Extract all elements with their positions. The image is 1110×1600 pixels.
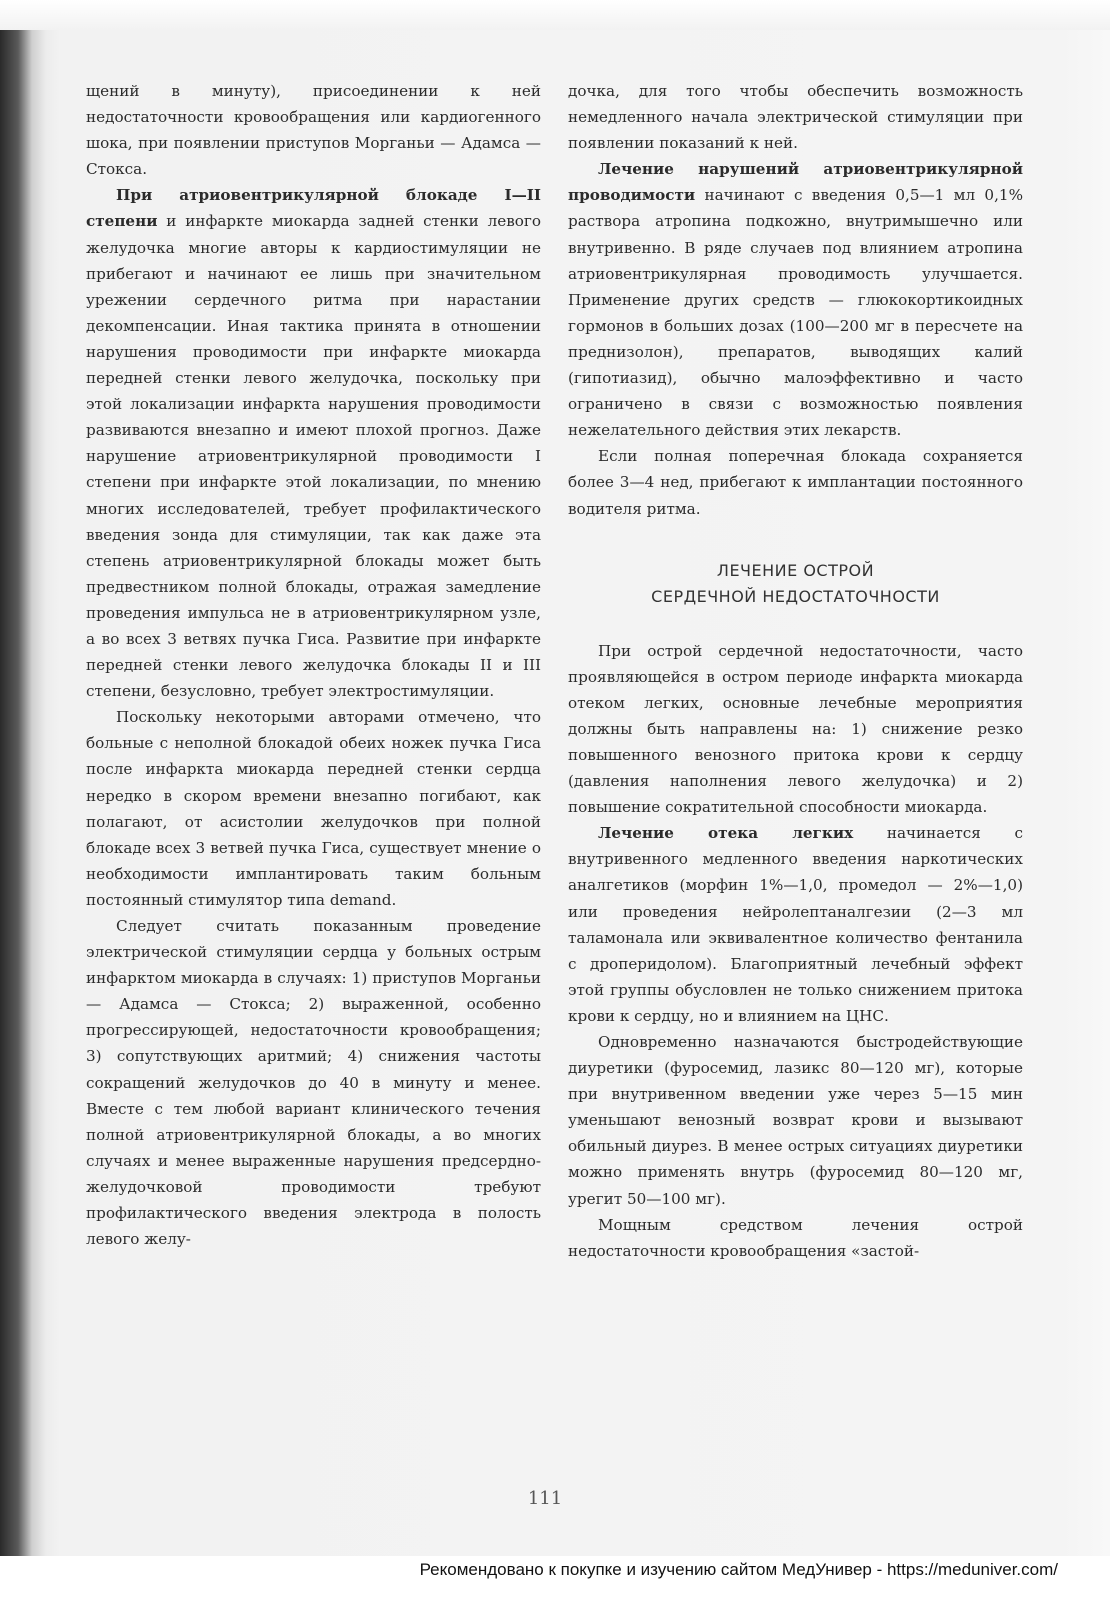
- section-heading: [568, 558, 1023, 610]
- page-number: 111: [527, 1488, 563, 1509]
- section-heading-line1: ЛЕЧЕНИЕ ОСТРОЙ: [716, 560, 875, 580]
- paragraph: Поскольку некоторыми авторами отмечено, что больные с неполной блокадой обеих ножек пучка Гиса после инфаркта миокарда передней стенки сердца нередко в скором времени внезапно погибают, как полагают, от асистолии желудочков при полной блокаде всех 3 ветвей пучка Гиса, существует мнение о необходимости имплантировать таким больным постоянный стимулятор типа demand.: [86, 708, 541, 909]
- paragraph: Если полная поперечная блокада сохраняется более 3—4 нед, прибегают к имплантации постоянного водителя ритма.: [568, 447, 1023, 518]
- section-heading-line2: СЕРДЕЧНОЙ НЕДОСТАТОЧНОСТИ: [651, 586, 940, 606]
- paragraph-text: и инфаркте миокарда задней стенки левого желудочка многие авторы к кардиостимуляции не прибегают и начинают ее лишь при значительном урежении сердечного ритма при нарастании декомпенсации. Иная тактика принята в отношении нарушения проводимости при инфаркте миокарда передней стенки левого желудочка, поскольку при этой локализации инфаркта нарушения проводимости развиваются внезапно и имеют плохой прогноз. Даже нарушение атриовентрикулярной проводимости I степени при инфаркте этой локализации, по мнению многих исследователей, требует профилактического введения зонда для стимуляции, так как даже эта степень атриовентрикулярной блокады может быть предвестником полной блокады, отражая замедление проведения импульса не в атриовентрикулярном узле, а во всех 3 ветвях пучка Гиса. Развитие при инфаркте передней стенки левого желудочка блокады II и III степени, безусловно, требует электростимуляции.: [86, 212, 541, 701]
- paragraph: Одновременно назначаются быстродействующие диуретики (фуросемид, лазикс 80—120 мг), которые при внутривенном введении уже через 5—15 мин уменьшают венозный возврат крови и вызывают обильный диурез. В менее острых ситуациях диуретики можно применять внутрь (фуросемид 80—120 мг, урегит 50—100 мг).: [568, 1033, 1023, 1208]
- bold-lead: Лечение отека легких: [598, 824, 854, 843]
- bold-lead: Лечение нарушений атриовентрикулярной проводимости: [568, 160, 1023, 205]
- paragraph-text: начинают с введения 0,5—1 мл 0,1% раствора атропина подкожно, внутримышечно или внутривенно. В ряде случаев под влиянием атропина атриовентрикулярная проводимость улучшается. Применение других средств — глюкокортикоидных гормонов в больших дозах (100—200 мг в пересчете на преднизолон), препаратов, выводящих калий (гипотиазид), обычно малоэффективно и часто ограничено в связи с возможностью появления нежелательного действия этих лекарств.: [568, 186, 1023, 440]
- paragraph: Следует считать показанным проведение электрической стимуляции сердца у больных острым инфарктом миокарда в случаях: 1) приступов Морганьи — Адамса — Стокса; 2) выраженной, особенно прогрессирующей, недостаточности кровообращения; 3) сопутствующих аритмий; 4) снижения частоты сокращений желудочков до 40 в минуту и менее. Вместе с тем любой вариант клинического течения полной атриовентрикулярной блокады, а во многих случаях и менее выраженные нарушения предсердно-желудочковой проводимости требуют профилактического введения электрода в полость левого желу-: [86, 917, 541, 1249]
- paragraph: Мощным средством лечения острой недостаточности кровообращения «застой-: [568, 1215, 1023, 1260]
- right-column: [568, 78, 1023, 1264]
- footer-text: Рекомендовано к покупке и изучению сайтом МедУнивер - https://meduniver.com/: [419, 1560, 1058, 1579]
- paragraph: дочка, для того чтобы обеспечить возможность немедленного начала электрической стимуляции при появлении показаний к ней.: [568, 82, 1023, 153]
- paragraph: [568, 820, 1023, 1029]
- paragraph: щений в минуту), присоединении к ней недостаточности кровообращения или кардиогенного шока, при появлении приступов Морганьи — Адамса — Стокса.: [86, 82, 541, 179]
- paragraph: При острой сердечной недостаточности, часто проявляющейся в остром периоде инфаркта миокарда отеком легких, основные лечебные мероприятия должны быть направлены на: 1) снижение резко повышенного венозного притока крови к сердцу (давления наполнения левого желудочка) и 2) повышение сократительной способности миокарда.: [568, 641, 1023, 817]
- paragraph-text: начинается с внутривенного медленного введения наркотических аналгетиков (морфин 1%—1,0, промедол — 2%—1,0) или проведения нейролептаналгезии (2—3 мл таламонала или эквивалентное количество фентанила с дроперидолом). Благоприятный лечебный эффект этой группы обусловлен не только снижением притока крови к сердцу, но и влиянием на ЦНС.: [568, 824, 1023, 1025]
- paragraph: [568, 156, 1023, 443]
- bold-lead: При атриовентрикулярной блокаде I—II степени: [86, 186, 541, 231]
- page-top-edge: [0, 0, 1110, 30]
- left-column: [86, 78, 541, 1252]
- paragraph: [86, 182, 541, 704]
- footer-bar: [0, 1556, 1110, 1600]
